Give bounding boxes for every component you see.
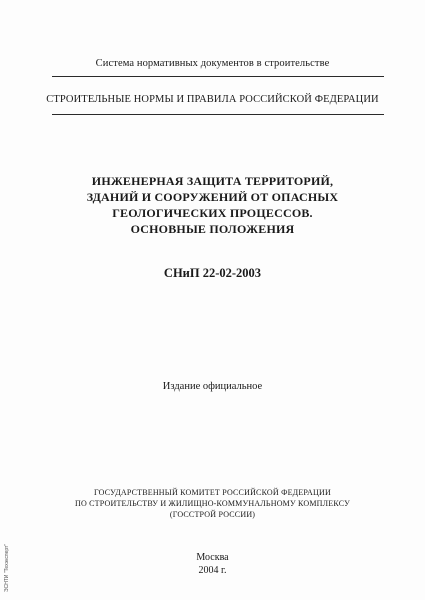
standards-heading: СТРОИТЕЛЬНЫЕ НОРМЫ И ПРАВИЛА РОССИЙСКОЙ ФЕДЕРАЦИИ [46,94,379,105]
title-line: ОСНОВНЫЕ ПОЛОЖЕНИЯ [130,222,295,236]
publisher-line: ПО СТРОИТЕЛЬСТВУ И ЖИЛИЩНО-КОММУНАЛЬНОМУ КОМПЛЕКСУ [74,499,350,508]
top-divider [52,76,384,77]
document-title [0,173,425,237]
document-code: СНиП 22-02-2003 [163,266,262,280]
edition-label: Издание официальное [162,381,263,392]
publisher-line: ГОСУДАРСТВЕННЫЙ КОМИТЕТ РОССИЙСКОЙ ФЕДЕРАЦИИ [94,488,331,497]
publication-place [0,551,425,577]
second-divider [52,114,384,115]
publisher-block [0,487,425,520]
title-line: ЗДАНИЙ И СООРУЖЕНИЙ ОТ ОПАСНЫХ [86,190,339,204]
side-watermark: ЭСНТИ "Техэксперт" [4,543,10,592]
title-line: ИНЖЕНЕРНАЯ ЗАЩИТА ТЕРРИТОРИЙ, [91,174,334,188]
publication-city: Москва [196,552,229,563]
publication-year: 2004 г. [198,565,227,576]
title-line: ГЕОЛОГИЧЕСКИХ ПРОЦЕССОВ. [112,206,313,220]
publisher-line: (ГОССТРОЙ РОССИИ) [169,510,256,519]
series-caption: Система нормативных документов в строительстве [95,58,330,69]
